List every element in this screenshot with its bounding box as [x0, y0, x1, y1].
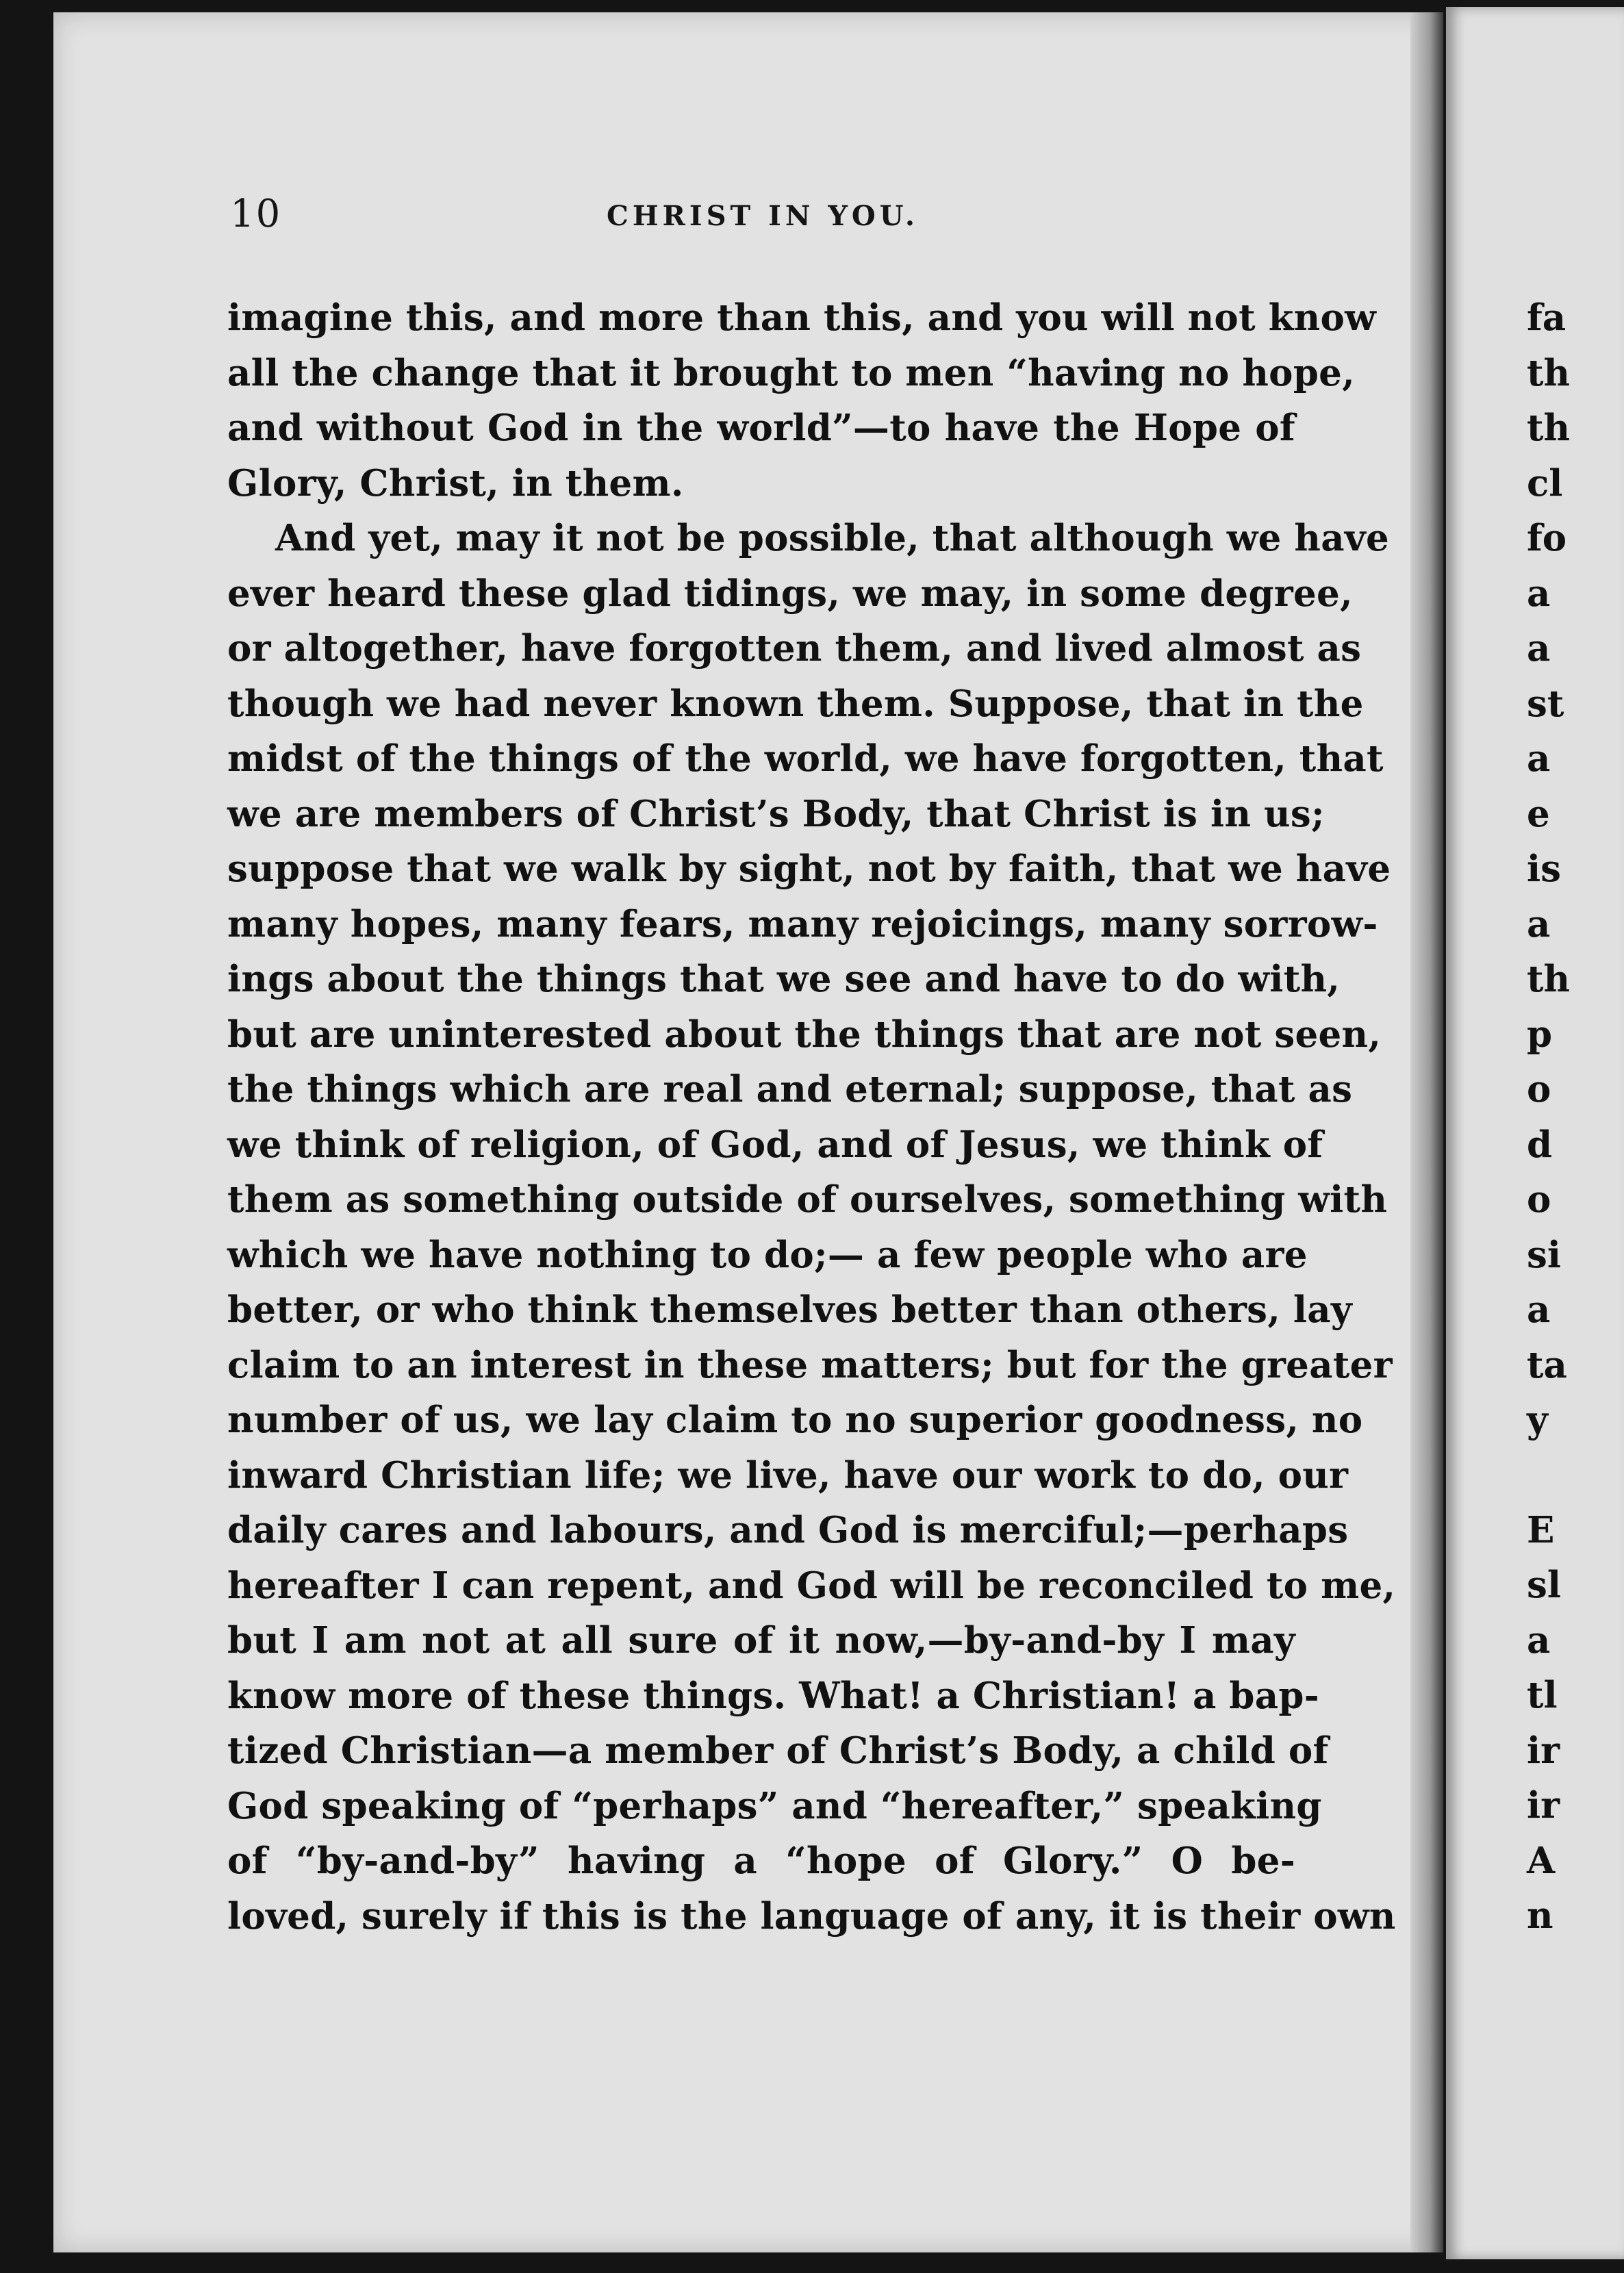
facing-line: st [1527, 682, 1564, 725]
text-line: number of us, we lay claim to no superior goodness, no [227, 1399, 1363, 1441]
running-head [230, 192, 1298, 240]
text-line: ings about the things that we see and have to do with, [227, 958, 1341, 1000]
text-line: tized Christian—a member of Christ’s Body, a child of [227, 1729, 1329, 1772]
text-line: imagine this, and more than this, and you will not know [227, 296, 1377, 339]
text-line: them as something outside of ourselves, something with [227, 1178, 1388, 1221]
facing-line: d [1527, 1123, 1553, 1166]
facing-line: p [1527, 1013, 1553, 1056]
text-line: which we have nothing to do;— a few people who are [227, 1233, 1308, 1276]
facing-line: ta [1527, 1343, 1567, 1386]
facing-line: fo [1527, 517, 1567, 559]
text-line: better, or who think themselves better than others, lay [227, 1288, 1352, 1331]
text-line: but are uninterested about the things that are not seen, [227, 1013, 1382, 1056]
facing-line: ir [1527, 1784, 1560, 1827]
facing-line: th [1527, 958, 1571, 1000]
facing-line: n [1527, 1894, 1553, 1937]
facing-line: ir [1527, 1729, 1560, 1772]
facing-page-text [1527, 290, 1623, 1944]
text-line: the things which are real and eternal; suppose, that as [227, 1068, 1353, 1110]
text-line: And yet, may it not be possible, that although we have [275, 517, 1389, 559]
text-line: midst of the things of the world, we have forgotten, that [227, 737, 1384, 780]
facing-line: tl [1527, 1674, 1558, 1716]
text-line: of “by-and-by” having a “hope of Glory.” O be- [227, 1840, 1295, 1882]
facing-line: a [1527, 572, 1551, 615]
facing-line: is [1527, 848, 1561, 890]
book-gutter [1410, 12, 1443, 2252]
facing-line: E [1527, 1508, 1555, 1551]
facing-line: sl [1527, 1564, 1561, 1606]
text-line: God speaking of “perhaps” and “hereafter,” speaking [227, 1784, 1322, 1827]
facing-line: o [1527, 1178, 1551, 1221]
text-line: and without God in the world”—to have the Hope of [227, 407, 1295, 449]
facing-line: A [1527, 1839, 1556, 1882]
text-line: all the change that it brought to men “having no hope, [227, 351, 1355, 394]
facing-line: a [1527, 737, 1551, 780]
running-title: CHRIST IN YOU. [607, 200, 919, 232]
text-line: but I am not at all sure of it now,—by-and-by I may [227, 1619, 1295, 1662]
text-line: loved, surely if this is the language of any, it is their own [227, 1894, 1396, 1938]
facing-line: y [1527, 1399, 1548, 1441]
facing-line: a [1527, 902, 1551, 945]
text-line: know more of these things. What! a Christian! a bap- [227, 1674, 1320, 1717]
text-line: though we had never known them. Suppose, that in the [227, 682, 1364, 725]
facing-line: fa [1527, 296, 1566, 339]
facing-line: th [1527, 407, 1571, 449]
facing-line: si [1527, 1233, 1561, 1276]
text-line: hereafter I can repent, and God will be reconciled to me, [227, 1564, 1396, 1607]
facing-line: a [1527, 627, 1551, 670]
facing-line: a [1527, 1618, 1551, 1662]
text-line: we are members of Christ’s Body, that Christ is in us; [227, 792, 1325, 835]
text-line: many hopes, many fears, many rejoicings, many sorrow- [227, 902, 1378, 945]
facing-line: th [1527, 351, 1571, 394]
text-line: claim to an interest in these matters; but for the greater [227, 1343, 1393, 1386]
page-number: 10 [230, 192, 282, 236]
text-line: inward Christian life; we live, have our work to do, our [227, 1453, 1349, 1497]
text-line: suppose that we walk by sight, not by faith, that we have [227, 848, 1391, 890]
facing-line: cl [1527, 461, 1563, 505]
text-line: or altogether, have forgotten them, and lived almost as [227, 627, 1362, 670]
text-line: daily cares and labours, and God is merciful;—perhaps [227, 1509, 1349, 1551]
body-text [227, 290, 1396, 1944]
facing-line: a [1527, 1288, 1551, 1331]
facing-line: e [1527, 792, 1550, 835]
text-line: we think of religion, of God, and of Jesus, we think of [227, 1123, 1323, 1166]
text-line: ever heard these glad tidings, we may, in some degree, [227, 572, 1353, 615]
facing-line: o [1527, 1068, 1551, 1110]
text-line: Glory, Christ, in them. [227, 461, 684, 505]
